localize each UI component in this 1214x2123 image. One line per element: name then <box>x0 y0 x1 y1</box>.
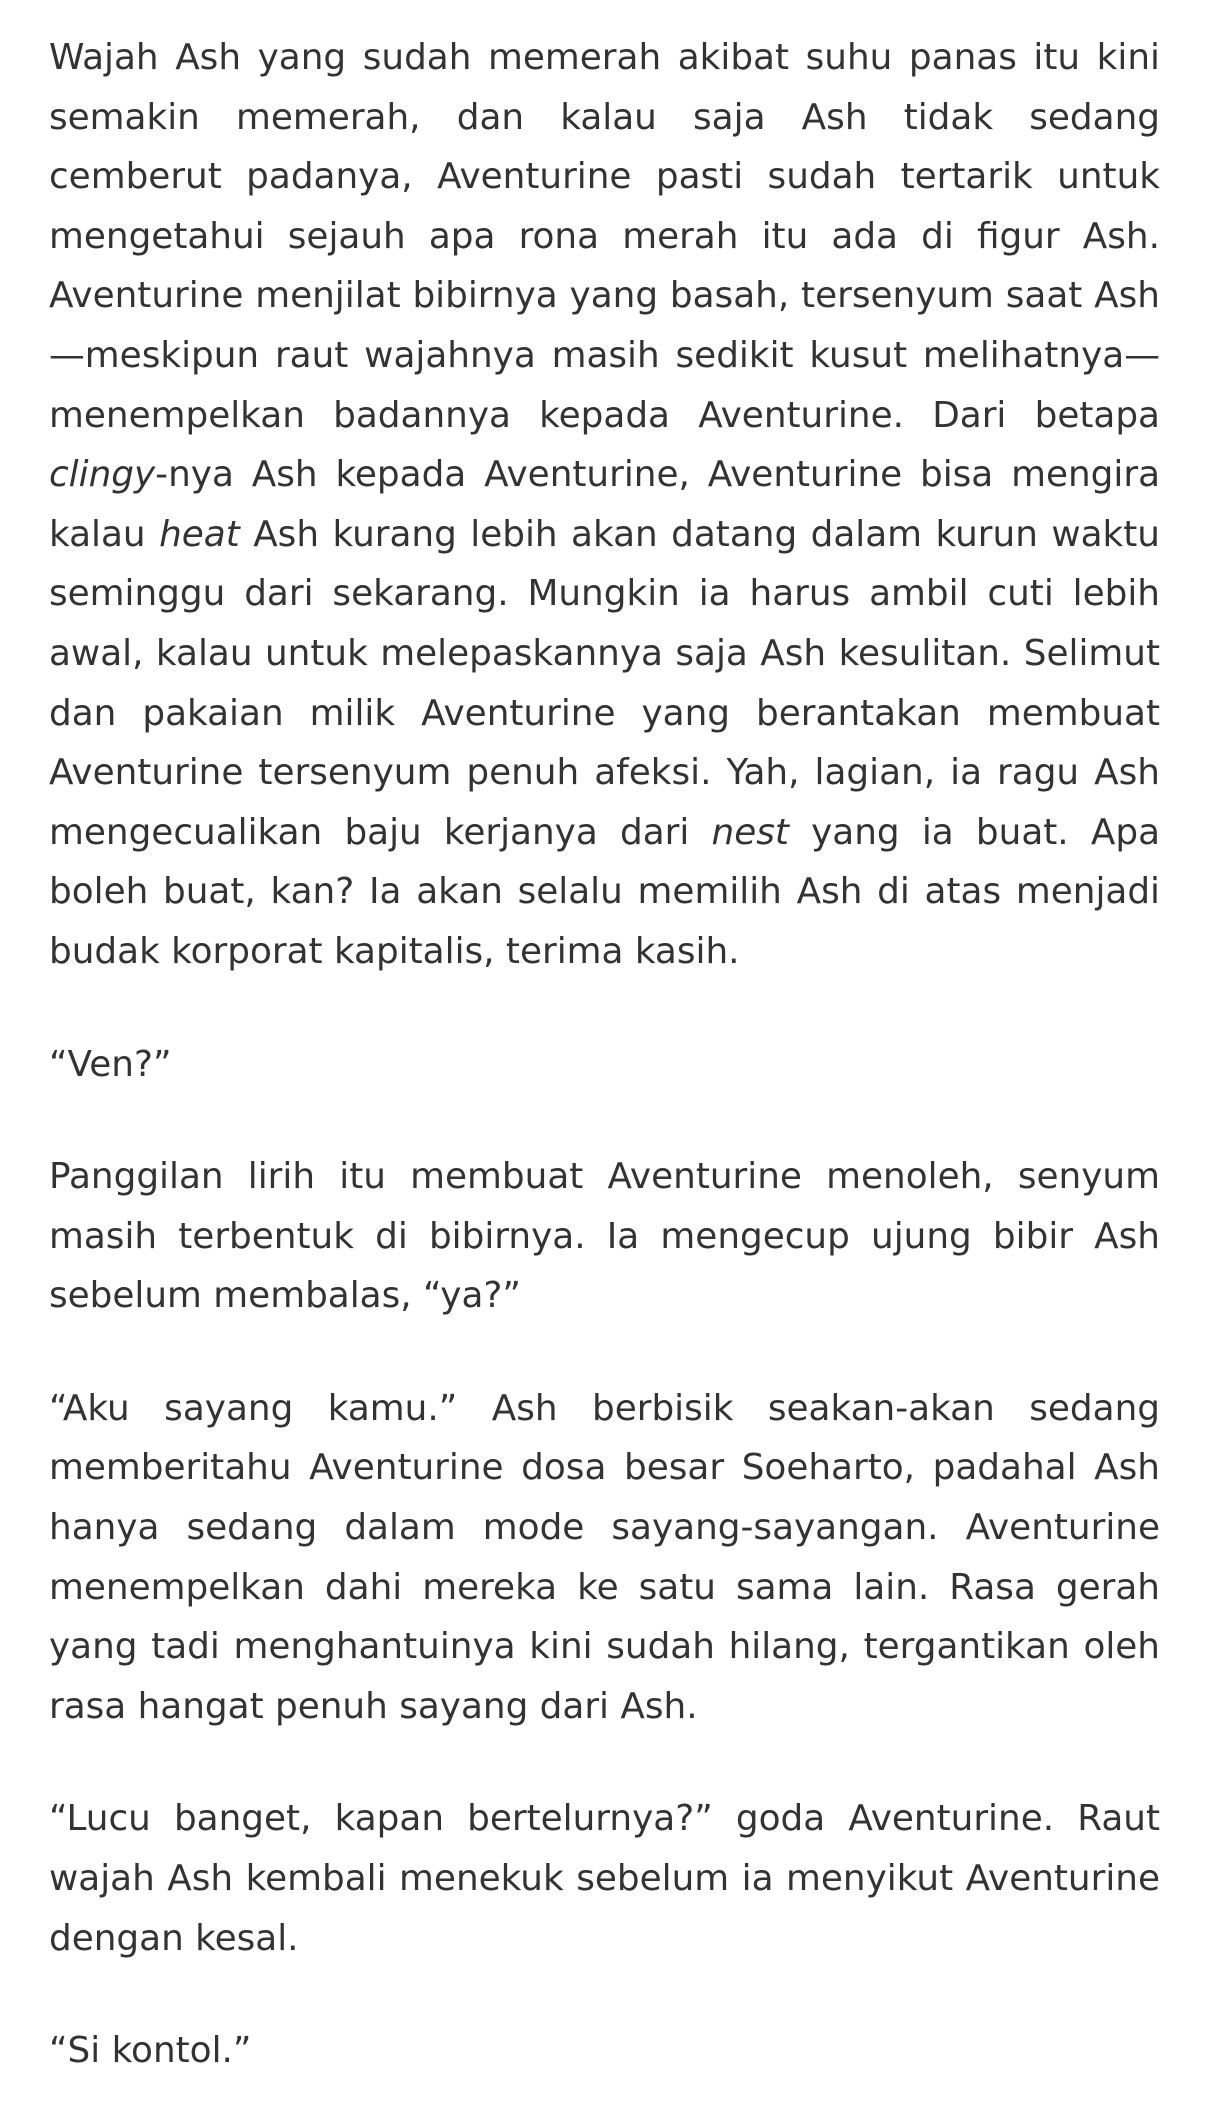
text-run: Wajah Ash yang sudah memerah akibat suhu panas itu kini semakin memerah, dan kalau saja Ash tidak sedang cemberut padanya, Aventurine pasti sudah tertarik untuk mengetahui sejauh apa rona merah itu ada di figur Ash. Aventurine menjilat bibirnya yang basah, tersenyum saat Ash—meskipun raut wajahnya masih sedikit kusut melihatnya—menempelkan badannya kepada Aventurine. Dari betapa <box>49 37 1160 436</box>
text-run: “Aku sayang kamu.” Ash berbisik seakan-akan sedang memberitahu Aventurine dosa besar Soeharto, padahal Ash hanya sedang dalam mode sayang-sayangan. Aventurine menempelkan dahi mereka ke satu sama lain. Rasa gerah yang tadi menghantuinya kini sudah hilang, tergantikan oleh rasa hangat penuh sayang dari Ash. <box>49 1387 1160 1727</box>
text-run: “Ven?” <box>49 1043 172 1085</box>
paragraph <box>49 1379 1160 1737</box>
text-run: -nya Ash kepada Aventurine, Aventurine bisa mengira kalau <box>49 454 1160 555</box>
paragraph <box>49 28 1160 982</box>
paragraph <box>49 1789 1160 1968</box>
story-text <box>49 28 1160 2081</box>
text-run: “Lucu banget, kapan bertelurnya?” goda Aventurine. Raut wajah Ash kembali menekuk sebelum ia menyikut Aventurine dengan kesal. <box>49 1798 1160 1959</box>
text-run: Ash kurang lebih akan datang dalam kurun waktu seminggu dari sekarang. Mungkin ia harus ambil cuti lebih awal, kalau untuk melepaskannya saja Ash kesulitan. Selimut dan pakaian milik Aventurine yang berantakan membuat Aventurine tersenyum penuh afeksi. Yah, lagian, ia ragu Ash mengecualikan baju kerjanya dari <box>49 513 1160 853</box>
text-run: yang ia buat. Apa boleh buat, kan? Ia akan selalu memilih Ash di atas menjadi budak korporat kapitalis, terima kasih. <box>49 811 1160 972</box>
italic-text-run: heat <box>159 513 240 555</box>
paragraph <box>49 2021 1160 2081</box>
text-run: “Si kontol.” <box>49 2030 252 2072</box>
italic-text-run: nest <box>711 811 789 853</box>
text-run: Panggilan lirih itu membuat Aventurine menoleh, senyum masih terbentuk di bibirnya. Ia mengecup ujung bibir Ash sebelum membalas, “ya?” <box>49 1156 1160 1317</box>
paragraph <box>49 1035 1160 1095</box>
paragraph <box>49 1147 1160 1326</box>
italic-text-run: clingy <box>49 454 156 496</box>
